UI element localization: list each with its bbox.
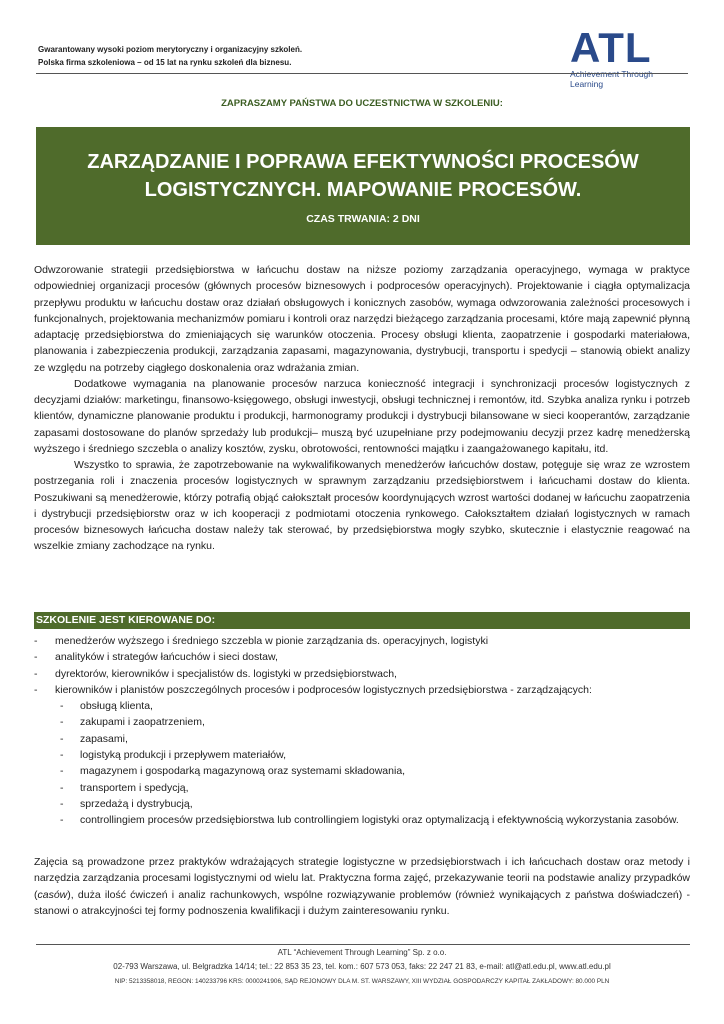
bullet-dash: - — [60, 700, 64, 713]
logo-wordmark: ATL — [570, 24, 652, 71]
sub-list-item-text: zapasami, — [80, 732, 128, 745]
sub-list-item — [34, 763, 690, 779]
bullet-dash: - — [60, 765, 64, 778]
closing-paragraph — [34, 854, 690, 919]
description-paragraph-2: Dodatkowe wymagania na planowanie procesów narzuca konieczność integracji i synchronizacji procesów logistycznych z decyzjami działów: marketingu, finansowo-księgowego, obsługi inwestycji, obsługi technicznej i remontów, itd. Szybka analiza rynku i potrzeb klientów, dynamiczne planowanie produktu i produkcji, harmonogramy produkcji i dystrybucji bilansowane w sieci kooperantów, zarządzanie zapasami dostosowane do planów sprzedaży lub produkcji– muszą być uzupełniane przy podejmowaniu decyzji przez kadrę menedżerską wyższego i średniego szczebla o analizy kosztów, zysku, obrotowości, rentowności majątku i zaangażowanego kapitału, itd. — [34, 377, 690, 455]
list-item-text: analityków i strategów łańcuchów i sieci dostaw, — [55, 651, 278, 664]
course-duration: CZAS TRWANIA: 2 DNI — [306, 213, 420, 225]
sub-list-item — [34, 698, 690, 714]
bullet-dash: - — [60, 732, 64, 745]
tagline-line-2: Polska firma szkoleniowa – od 15 lat na rynku szkoleń dla biznesu. — [38, 58, 292, 67]
invite-heading: ZAPRASZAMY PAŃSTWA DO UCZESTNICTWA W SZKOLENIU: — [221, 98, 503, 109]
footer-contact: 02-793 Warszawa, ul. Belgradzka 14/14; tel.: 22 853 35 23, tel. kom.: 607 573 053, faks: 22 247 21 83, e-mail: atl@atl.edu.pl, www.atl.edu.pl — [113, 962, 611, 971]
list-item-text: dyrektorów, kierowników i specjalistów ds. logistyki w przedsiębiorstwach, — [55, 667, 397, 680]
sub-list-item — [34, 780, 690, 796]
closing-text-end: ), duża ilość ćwiczeń i analiz rachunkowych, wspólne rozwiązywanie problemów (również wynikających z państwa doświadczeń) - stanowi o atrakcyjności tej formy podnoszenia kwalifikacji i dużym zainteresowaniu rynku. — [34, 888, 690, 917]
course-title-line-2: LOGISTYCZNYCH. MAPOWANIE PROCESÓW. — [144, 179, 582, 201]
course-title — [36, 148, 690, 204]
sub-list-item — [34, 796, 690, 812]
bullet-dash: - — [60, 814, 64, 827]
list-item-text: kierowników i planistów poszczególnych procesów i podprocesów logistycznych przedsiębiorstwa - zarządzających: — [55, 683, 592, 696]
sub-list-item-text: controllingiem procesów przedsiębiorstwa lub controllingiem logistyki oraz optymalizacją i efektywnością wykorzystania zasobów. — [80, 814, 679, 827]
bullet-dash: - — [34, 651, 38, 664]
sub-list-item — [34, 812, 690, 828]
audience-list — [34, 633, 690, 829]
sub-list-item-text: obsługą klienta, — [80, 700, 153, 713]
course-title-line-1: ZARZĄDZANIE I POPRAWA EFEKTYWNOŚCI PROCESÓW — [87, 151, 639, 173]
sub-list-item-text: zakupami i zaopatrzeniem, — [80, 716, 205, 729]
list-item — [34, 633, 690, 649]
atl-logo — [570, 24, 685, 89]
list-item — [34, 666, 690, 682]
bullet-dash: - — [34, 635, 38, 647]
description-paragraph-1: Odwzorowanie strategii przedsiębiorstwa w łańcuchu dostaw na niższe poziomy zarządzania operacyjnego, wymaga w praktyce odpowiedniej organizacji procesów (głównych procesów biznesowych i podprocesów operacyjnych). Projektowanie i ciągła optymalizacja przepływu produktu w łańcuchu dostaw oraz działań obsługowych i konicznych zasobów, wymaga odwzorowania zależności procesowych i funkcjonalnych, projektowania mechanizmów pomiaru i kontroli oraz narzędzi bieżącego zarządzania procesami, które mają zapewnić płynną adaptację przedsiębiorstwa do zmieniających się warunków otoczenia. Procesy obsługi klienta, zaopatrzenie i gospodarki materiałowa, planowania i zabezpieczenia produkcji, zarządzania zapasami, magazynowania, dystrybucji, transportu i spedycji – stanowią obiekt analizy ze względu na potrzeby ciągłego doskonalenia oraz wdrażania zmian. — [34, 264, 690, 374]
bullet-dash: - — [60, 781, 64, 794]
footer-company: ATL “Achievement Through Learning” Sp. z o.o. — [277, 948, 447, 957]
sub-list-item-text: logistyką produkcji i przepływem materiałów, — [80, 749, 286, 762]
bullet-dash: - — [34, 683, 38, 696]
audience-heading: SZKOLENIE JEST KIEROWANE DO: — [34, 612, 690, 629]
closing-text-start: Zajęcia są prowadzone przez praktyków wdrażających strategie logistyczne w przedsiębiorstwach i ich łańcuchach dostaw oraz metody i narzędzia zarządzania procesami logistycznymi od wielu lat. Praktyczna forma zajęć, przekazywanie teorii na podstawie analizy przypadków ( — [34, 856, 690, 901]
list-item — [34, 682, 690, 698]
closing-text-italic: casów — [37, 888, 68, 901]
tagline-line-1: Gwarantowany wysoki poziom merytoryczny i organizacyjny szkoleń. — [38, 45, 303, 54]
sub-list-item-text: sprzedażą i dystrybucją, — [80, 797, 193, 810]
list-item — [34, 649, 690, 665]
list-item-text: menedżerów wyższego i średniego szczebla w pionie zarządzania ds. operacyjnych, logistyki — [55, 635, 489, 647]
logo-tagline: Achievement Through Learning — [570, 69, 654, 89]
bullet-dash: - — [60, 797, 64, 810]
header-divider — [36, 73, 688, 74]
bullet-dash: - — [34, 667, 38, 680]
sub-list-item-text: transportem i spedycją, — [80, 781, 189, 794]
footer-divider — [36, 944, 690, 945]
course-banner — [36, 127, 690, 245]
sub-list-item — [34, 731, 690, 747]
bullet-dash: - — [60, 749, 64, 762]
course-description — [34, 262, 690, 555]
description-paragraph-3: Wszystko to sprawia, że zapotrzebowanie na wykwalifikowanych menedżerów łańcuchów dostaw, potęguje się wraz ze wzrostem postrzegania roli i znaczenia procesów logistycznych w sprawnym zarządzaniu przedsiębiorstwem i łańcuchami dostaw do klienta. Poszukiwani są menedżerowie, którzy potrafią objąć całokształt procesów koordynujących wzrost wartości dodanej w łańcuchu zaopatrzenia i dystrybucji przedsiębiorstw oraz w ich kooperacji z podmiotami otoczenia rynkowego. Całokształtem działań logistycznych w ramach procesów biznesowych łańcucha dostaw należy tak sterować, by przedsiębiorstwa mogły szybko, skutecznie i elastycznie reagować na wszelkie zmiany zachodzące na rynku. — [34, 459, 690, 553]
sub-list-item — [34, 747, 690, 763]
header-tagline — [38, 43, 302, 69]
footer-registration: NIP: 5213358018, REGON: 140233796 KRS: 0000241906, SĄD REJONOWY DLA M. ST. WARSZAWY, XIII WYDZIAŁ GOSPODARCZY KAPITAŁ ZAKŁADOWY: 80.000 PLN — [114, 978, 610, 985]
sub-list-item-text: magazynem i gospodarką magazynową oraz systemami składowania, — [80, 765, 406, 778]
sub-list-item — [34, 714, 690, 730]
bullet-dash: - — [60, 716, 64, 729]
